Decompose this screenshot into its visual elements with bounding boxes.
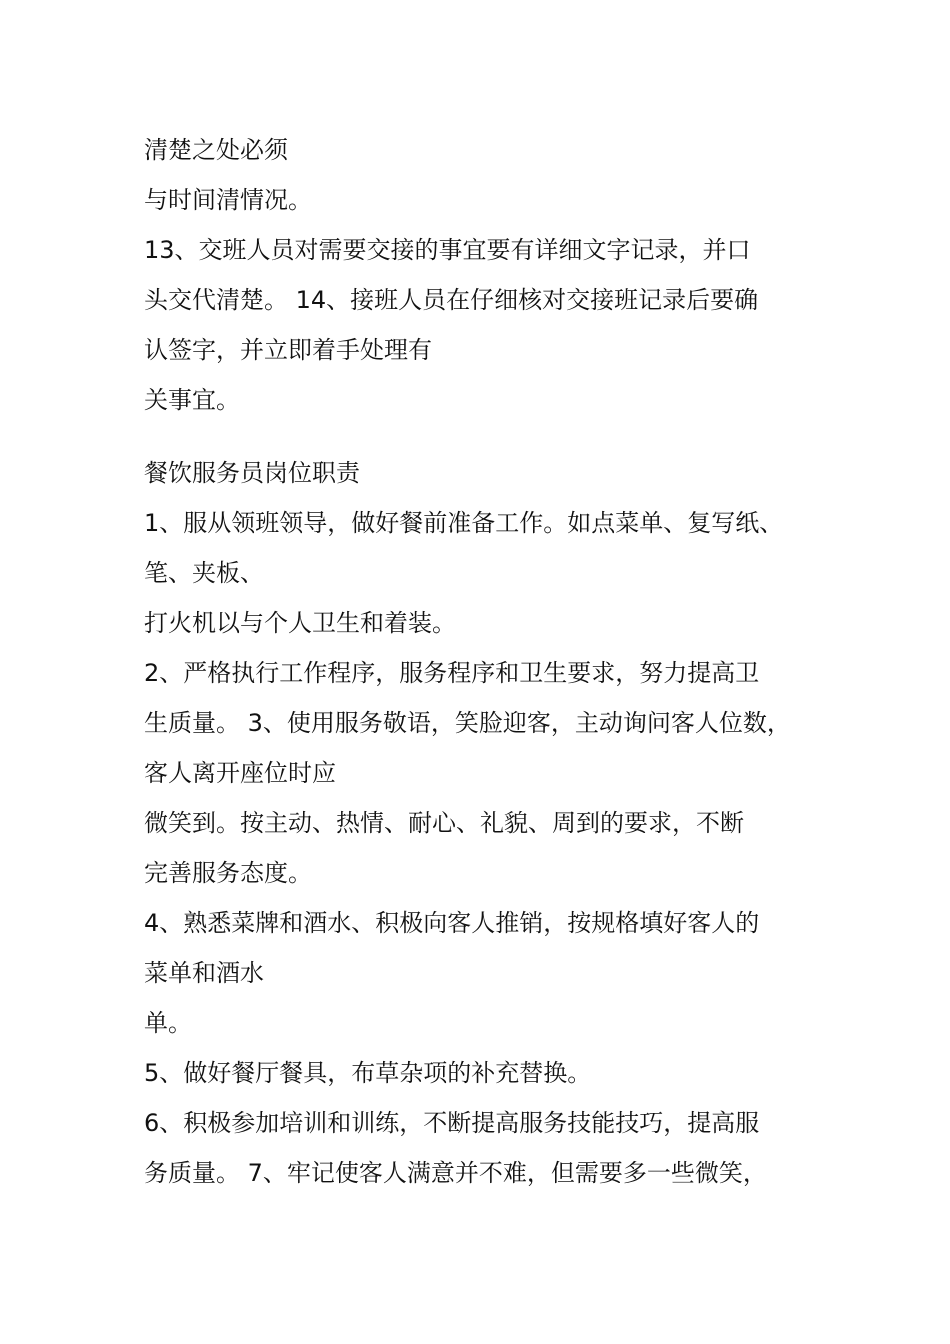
text-line: 生质量。 3、使用服务敬语，笑脸迎客，主动询问客人位数，: [144, 709, 791, 737]
text-line: 客人离开座位时应: [144, 759, 336, 787]
text-line: 2、严格执行工作程序，服务程序和卫生要求，努力提高卫: [144, 659, 760, 687]
text-line: 13、交班人员对需要交接的事宜要有详细文字记录，并口: [144, 236, 751, 264]
text-line: 5、做好餐厅餐具，布草杂项的补充替换。: [144, 1059, 592, 1087]
text-line: 务质量。 7、牢记使客人满意并不难，但需要多一些微笑，: [144, 1159, 767, 1187]
section-heading: 餐饮服务员岗位职责: [144, 459, 360, 487]
text-line: 清楚之处必须: [144, 136, 288, 164]
text-line: 与时间清情况。: [144, 186, 312, 214]
text-line: 认签字，并立即着手处理有: [144, 336, 432, 364]
text-line: 打火机以与个人卫生和着装。: [144, 609, 456, 637]
text-line: 菜单和酒水: [144, 959, 264, 987]
text-line: 单。: [144, 1009, 192, 1037]
text-line: 1、服从领班领导，做好餐前准备工作。如点菜单、复写纸、: [144, 509, 784, 537]
text-line: 笔、夹板、: [144, 559, 264, 587]
text-line: 完善服务态度。: [144, 859, 312, 887]
text-line: 头交代清楚。 14、接班人员在仔细核对交接班记录后要确: [144, 286, 759, 314]
text-line: 4、熟悉菜牌和酒水、积极向客人推销，按规格填好客人的: [144, 909, 760, 937]
text-line: 6、积极参加培训和训练，不断提高服务技能技巧，提高服: [144, 1109, 760, 1137]
text-line: 微笑到。按主动、热情、耐心、礼貌、周到的要求，不断: [144, 809, 744, 837]
text-line: 关事宜。: [144, 386, 240, 414]
